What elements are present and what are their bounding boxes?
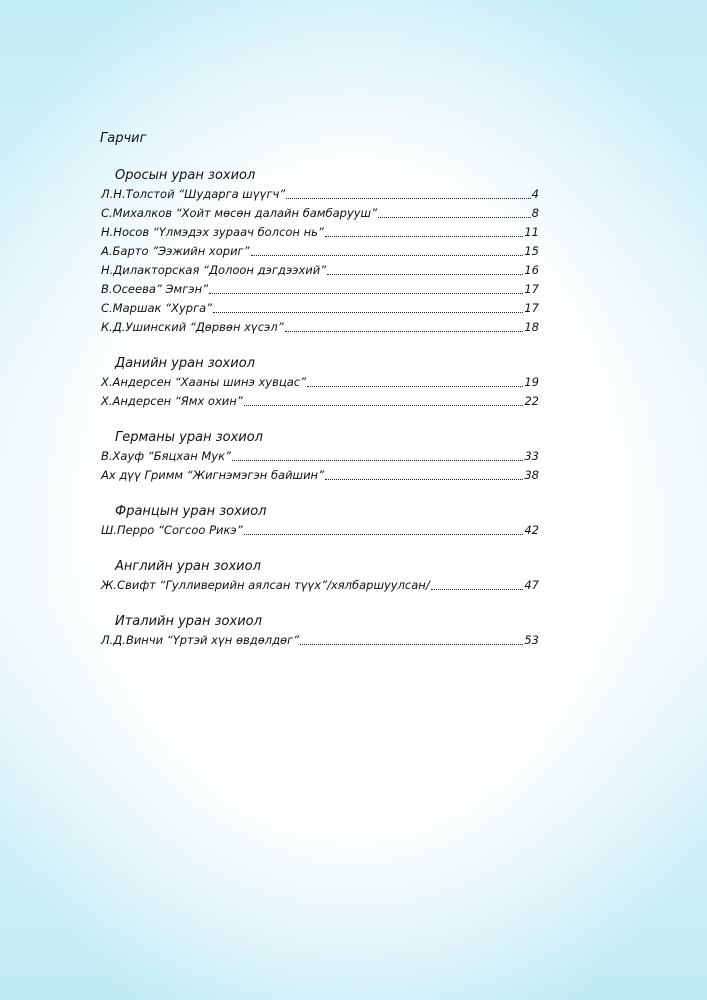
page-title: Гарчиг — [100, 131, 147, 146]
dot-leader — [378, 216, 531, 218]
toc-entry[interactable] — [101, 392, 539, 411]
entry-title: Ах дүү Гримм “Жигнэмэгэн байшин” — [101, 468, 325, 482]
table-of-contents — [101, 166, 539, 667]
entry-title: Ш.Перро “Согсоо Рикэ” — [101, 523, 243, 537]
dot-leader — [431, 588, 524, 590]
toc-section — [101, 354, 539, 411]
entry-title: А.Барто ”Ээжийн хориг” — [101, 244, 250, 258]
dot-leader — [325, 235, 524, 237]
toc-entry[interactable] — [101, 280, 539, 299]
dot-leader — [209, 292, 523, 294]
toc-entry[interactable] — [101, 223, 539, 242]
page-number: 47 — [524, 578, 539, 592]
page-number: 16 — [524, 263, 539, 277]
page-number: 11 — [524, 225, 539, 239]
entry-title: Н.Носов “Үлмэдэх зураач болсон нь” — [101, 225, 324, 239]
section-heading: Оросын уран зохиол — [115, 168, 256, 183]
toc-entry[interactable] — [101, 466, 539, 485]
entry-title: Н.Дилакторская “Долоон дэгдээхий” — [101, 263, 327, 277]
toc-entry[interactable] — [101, 299, 539, 318]
toc-entry[interactable] — [101, 318, 539, 337]
section-heading: Францын уран зохиол — [115, 504, 267, 519]
toc-entry[interactable] — [101, 447, 539, 466]
dot-leader — [232, 459, 523, 461]
entry-title: Л.Д.Винчи “Үртэй хүн өвдөлдөг” — [101, 633, 300, 647]
toc-entry[interactable] — [101, 242, 539, 261]
page-number: 33 — [524, 449, 539, 463]
entry-title: Х.Андерсен “Ямх охин” — [101, 394, 243, 408]
page-number: 38 — [524, 468, 539, 482]
toc-section — [101, 502, 539, 540]
dot-leader — [285, 330, 524, 332]
entry-title: В.Осеева” Эмгэн” — [101, 282, 209, 296]
page-number: 8 — [531, 206, 539, 220]
section-heading: Данийн уран зохиол — [115, 356, 255, 371]
page-number: 19 — [524, 375, 539, 389]
page-number: 4 — [531, 187, 539, 201]
page-number: 17 — [524, 301, 539, 315]
dot-leader — [307, 385, 523, 387]
dot-leader — [213, 311, 523, 313]
entry-title: С.Маршак “Хурга” — [101, 301, 213, 315]
entry-title: К.Д.Ушинский “Дөрвөн хүсэл” — [101, 320, 284, 334]
dot-leader — [327, 273, 523, 275]
toc-section — [101, 612, 539, 650]
page-number: 53 — [524, 633, 539, 647]
toc-section — [101, 166, 539, 337]
dot-leader — [286, 197, 530, 199]
entry-title: С.Михалков “Хойт мөсөн далайн бамбарууш” — [101, 206, 378, 220]
page-number: 15 — [524, 244, 539, 258]
entry-title: В.Хауф “Бяцхан Мук” — [101, 449, 232, 463]
dot-leader — [300, 643, 523, 645]
page-number: 42 — [524, 523, 539, 537]
toc-entry[interactable] — [101, 204, 539, 223]
dot-leader — [244, 533, 524, 535]
entry-title: Л.Н.Толстой “Шударга шүүгч” — [101, 187, 286, 201]
section-heading: Германы уран зохиол — [115, 430, 263, 445]
toc-entry[interactable] — [101, 373, 539, 392]
section-heading: Италийн уран зохиол — [115, 614, 262, 629]
toc-entry[interactable] — [101, 521, 539, 540]
entry-title: Ж.Свифт “Гулливерийн аялсан түүх”/хялбаршуулсан/ — [101, 578, 430, 592]
toc-entry[interactable] — [101, 576, 539, 595]
toc-section — [101, 428, 539, 485]
page-number: 17 — [524, 282, 539, 296]
dot-leader — [244, 404, 524, 406]
section-heading: Английн уран зохиол — [115, 559, 261, 574]
page-number: 18 — [524, 320, 539, 334]
toc-entry[interactable] — [101, 185, 539, 204]
toc-entry[interactable] — [101, 261, 539, 280]
toc-section — [101, 557, 539, 595]
page-number: 22 — [524, 394, 539, 408]
toc-entry[interactable] — [101, 631, 539, 650]
entry-title: Х.Андерсен “Хааны шинэ хувцас” — [101, 375, 307, 389]
dot-leader — [251, 254, 524, 256]
dot-leader — [325, 478, 523, 480]
